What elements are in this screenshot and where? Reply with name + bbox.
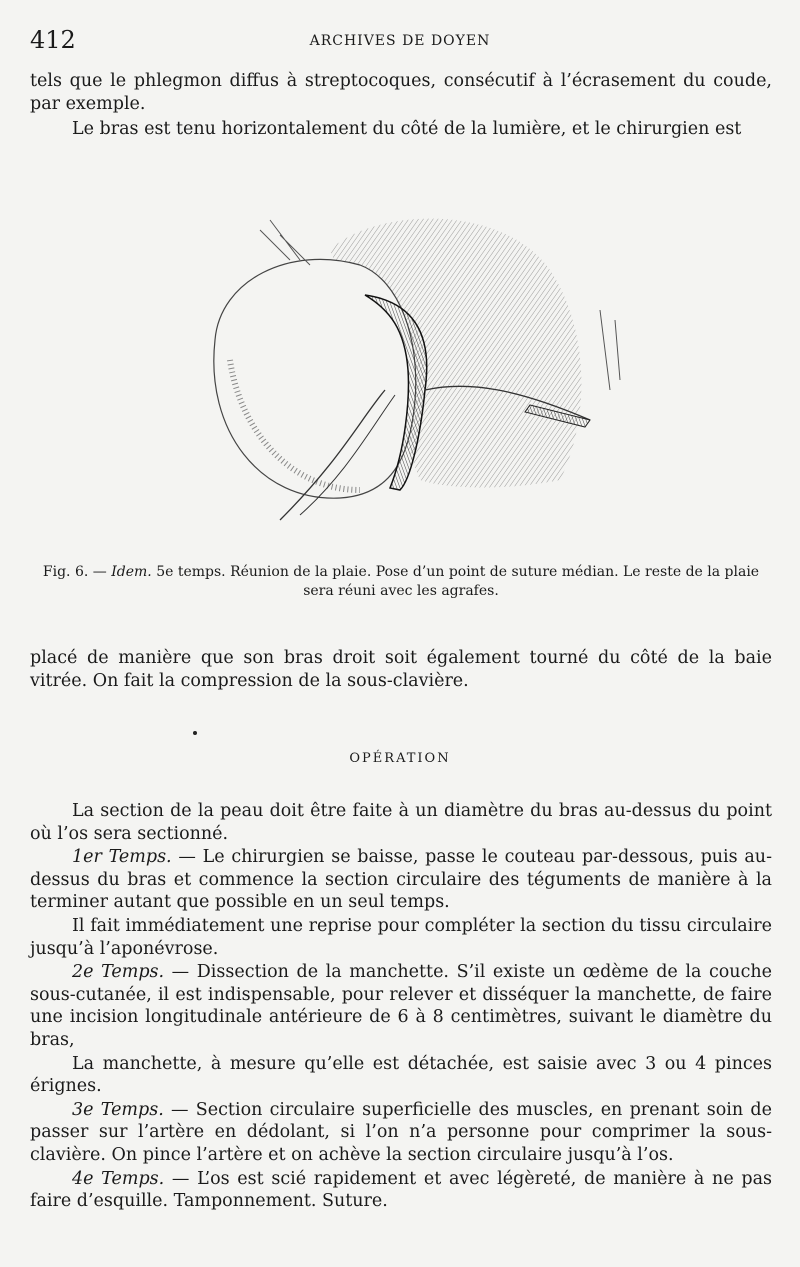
temps-3-text: — Section circulaire superficielle des muscles, en prenant soin de passer sur l’artère en dédolant, si l’on n’a personne pour comprimer la sous-clavière. On pince l’artère et on achève la section circulaire jusqu’à l’os. xyxy=(30,1099,772,1165)
running-head: ARCHIVES DE DOYEN xyxy=(309,33,491,49)
paragraph-intro-1: tels que le phlegmon diffus à streptocoques, consécutif à l’écrasement du coude, par exemple. xyxy=(30,71,772,114)
paragraph-continuation: placé de manière que son bras droit soit également tourné du côté de la baie vitrée. On fait la compression de la sous-clavière. xyxy=(30,648,772,691)
paragraph-temps-4 xyxy=(30,1168,772,1213)
paragraph-temps-1-b: Il fait immédiatement une reprise pour compléter la section du tissu circulaire jusqu’à l’aponévrose. xyxy=(30,915,772,959)
caption-text: 5e temps. Réunion de la plaie. Pose d’un point de suture médian. Le reste de la plaie sera réuni avec les agrafes. xyxy=(156,564,760,599)
caption-idem: Idem. xyxy=(111,564,152,580)
temps-4-label: 4e Temps. xyxy=(72,1168,165,1189)
paragraph-temps-3 xyxy=(30,1099,772,1167)
temps-1-text: — Le chirurgien se baisse, passe le couteau par-dessous, puis au-dessus du bras et commence la section circulaire des téguments de manière à la terminer autant que possible en un seul temps. xyxy=(30,847,772,913)
temps-2-text: — Dissection de la manchette. S’il existe un œdème de la couche sous-cutanée, il est indispensable, pour relever et disséquer la manchette, de faire une incision longitudinale antérieure de 6 à 8 centimètres, suivant le diamètre du bras, xyxy=(30,962,772,1050)
temps-1-label: 1er Temps. xyxy=(72,847,172,868)
temps-3-label: 3e Temps. xyxy=(72,1099,164,1120)
paragraph-temps-2-b: La manchette, à mesure qu’elle est détachée, est saisie avec 3 ou 4 pinces érignes. xyxy=(30,1053,772,1097)
paragraph-operation-intro: La section de la peau doit être faite à un diamètre du bras au-dessus du point où l’os sera sectionné. xyxy=(30,801,772,844)
temps-4-text: — L’os est scié rapidement et avec légèreté, de manière à ne pas faire d’esquille. Tamponnement. Suture. xyxy=(30,1168,772,1212)
caption-label: Fig. 6. — xyxy=(42,564,107,580)
operation-body xyxy=(30,800,772,1214)
page-number: 412 xyxy=(30,26,76,54)
paragraph-temps-1 xyxy=(30,846,772,914)
paragraph-intro-2: Le bras est tenu horizontalement du côté de la lumière, et le chirurgien est xyxy=(72,119,742,139)
surgical-illustration xyxy=(170,190,650,540)
section-title: OPÉRATION xyxy=(349,751,451,766)
figure-caption xyxy=(30,563,772,601)
temps-2-label: 2e Temps. xyxy=(72,962,165,983)
ink-dot xyxy=(193,731,197,735)
paragraph-temps-2 xyxy=(30,961,772,1051)
